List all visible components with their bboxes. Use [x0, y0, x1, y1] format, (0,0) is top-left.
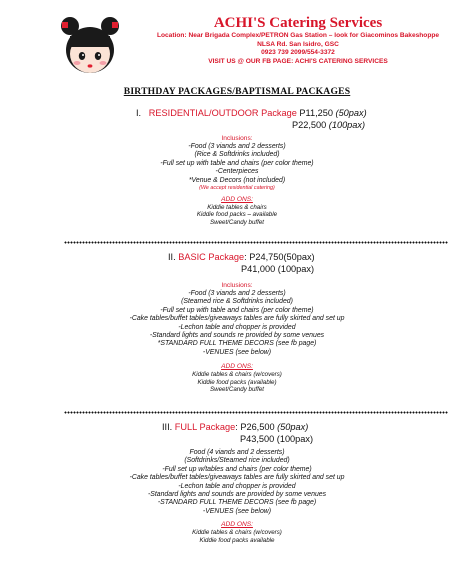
package-1-name: RESIDENTIAL/OUTDOOR Package	[148, 108, 297, 118]
doll-face-logo-icon	[58, 12, 122, 76]
package-2-inclusion: -Full set up with table and chairs (per color theme)	[160, 306, 314, 314]
package-3-addons-label: ADD ONS:	[221, 521, 253, 529]
package-2-inclusion: -Lechon table and chopper is provided	[178, 323, 296, 331]
package-1-price-50: P11,250	[299, 108, 333, 118]
package-1-inclusions-label: Inclusions:	[221, 135, 253, 142]
package-3-name: FULL Package	[174, 422, 236, 432]
package-3-inclusion: -Cake tables/buffet tables/giveaways tables are fully skirted and set up	[129, 474, 345, 482]
package-1-heading	[136, 108, 367, 118]
package-3-addon: Kiddie tables & chairs (w/covers)	[192, 529, 282, 537]
package-2-name: BASIC Package	[178, 252, 245, 262]
package-1-inclusion: -Centerpieces	[215, 168, 259, 176]
business-phone: 0923 739 2099/554-3372	[261, 49, 335, 57]
dotted-divider	[64, 241, 448, 244]
package-1-inclusion: *Venue & Decors (not included)	[188, 176, 286, 184]
package-3-price-50: P26,500	[240, 422, 275, 432]
package-2-inclusion: *STANDARD FULL THEME DECORS (see fb page)	[157, 340, 317, 348]
package-1-price-row-2	[292, 120, 365, 130]
header	[0, 0, 474, 80]
package-3-inclusion: (Softdrinks/Steamed rice included)	[184, 457, 290, 465]
package-1-addon: Kiddie food packs – available	[196, 211, 278, 219]
dotted-divider	[64, 411, 448, 414]
package-1-numeral: I.	[136, 108, 142, 118]
package-1-note: (We accept residential catering)	[199, 185, 275, 192]
package-2-numeral: II.	[168, 252, 176, 262]
package-1-price-100: P22,500	[292, 120, 327, 130]
package-1-addons-label: ADD ONS:	[221, 196, 253, 204]
package-2-price-50: P24,750(50pax)	[249, 252, 315, 262]
package-3-inclusion: Food (4 viands and 2 desserts)	[189, 449, 285, 456]
business-location: Location: Near Brigada Complex/PETRON Gas Station – look for Giacominos Bakeshoppe	[156, 32, 440, 39]
package-3-numeral: III.	[162, 422, 173, 432]
package-1-addon: Sweet/Candy buffet	[209, 218, 264, 226]
package-2-inclusion: -VENUES (see below)	[202, 348, 272, 356]
package-3-addon: Kiddie food packs available	[199, 536, 275, 544]
package-1-details	[0, 134, 474, 226]
package-1-addon: Kiddie tables & chairs	[207, 204, 267, 212]
package-3-inclusion: -Standard lights and sounds are provided by some venues	[147, 491, 327, 499]
package-1-inclusion: (Rice & Softdrinks included)	[194, 151, 280, 159]
package-1-inclusion: -Full set up with table and chairs (per color theme)	[160, 159, 314, 167]
package-1-pax-50: (50pax)	[335, 108, 367, 118]
package-2-inclusion: (Steamed rice & Softdrinks included)	[181, 298, 293, 306]
business-title: ACHI'S Catering Services	[213, 15, 383, 31]
package-3-details	[0, 449, 474, 544]
business-address: NLSA Rd. San Isidro, GSC	[257, 40, 339, 48]
package-3-pax-50: (50pax)	[277, 422, 309, 432]
package-2-details	[0, 281, 474, 393]
package-3-inclusion: -VENUES (see below)	[202, 507, 272, 515]
package-2-addon: Sweet/Candy buffet	[209, 386, 264, 394]
package-1-inclusion: -Food (3 viands and 2 desserts)	[188, 143, 286, 150]
package-3-inclusion: -STANDARD FULL THEME DECORS (see fb page)	[157, 499, 317, 507]
business-fb-link[interactable]: VISIT US @ OUR FB PAGE: ACHI'S CATERING SERVICES	[208, 57, 388, 65]
package-2-addon: Kiddie tables & chairs (w/covers)	[192, 371, 282, 379]
package-2-price-100: P41,000 (100pax)	[241, 264, 315, 274]
package-2-heading: II. BASIC Package: P24,750(50pax)	[168, 252, 315, 262]
package-2-addons-label: ADD ONS:	[221, 363, 253, 371]
section-title: BIRTHDAY PACKAGES/BAPTISMAL PACKAGES	[123, 86, 351, 97]
package-2-inclusions-label: Inclusions:	[221, 282, 253, 289]
package-3-price-100: P43,500 (100pax)	[240, 434, 314, 444]
package-2-addon: Kiddie food packs (available)	[197, 378, 277, 386]
package-3-inclusion: -Lechon table and chopper is provided	[178, 482, 296, 490]
package-2-inclusion: -Food (3 viands and 2 desserts)	[188, 290, 286, 297]
package-2-inclusion: -Standard lights and sounds re provided by some venues	[149, 332, 325, 340]
package-3-inclusion: -Full set up w/tables and chairs (per color theme)	[162, 465, 312, 473]
package-2-inclusion: -Cake tables/buffet tables/giveaways tables are fully skirted and set up	[129, 315, 345, 323]
package-3-heading: III. FULL Package: P26,500 (50pax)	[162, 422, 309, 432]
package-1-pax-100: (100pax)	[328, 120, 366, 130]
